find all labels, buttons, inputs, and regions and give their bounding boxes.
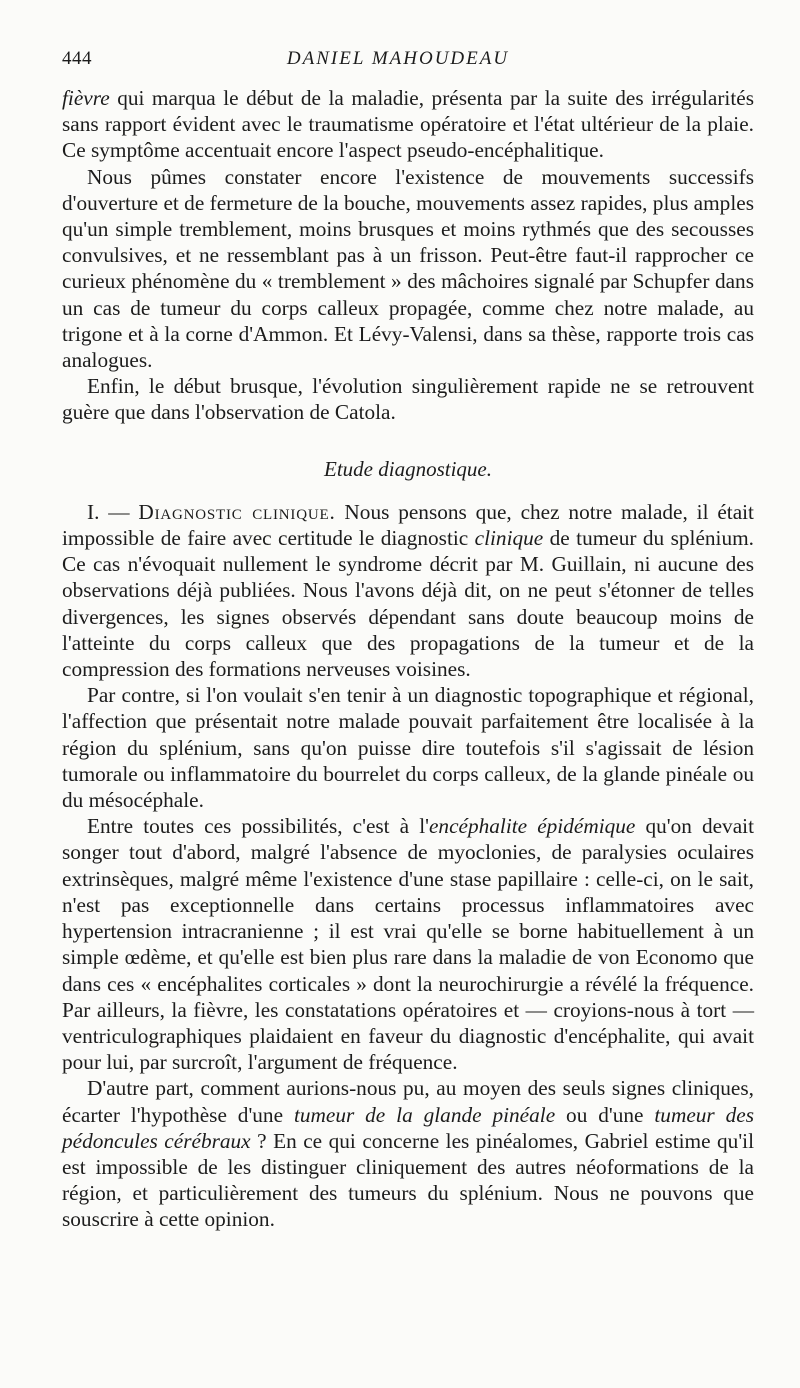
paragraph-text: D'autre part, comment aurions-nous pu, au moyen des seuls signes cliniques, écarter l'hypothèse d'une: [62, 1076, 754, 1127]
paragraph-4: [62, 499, 754, 682]
paragraph-text: ? En ce qui concerne les pinéalomes, Gabriel estime qu'il est impossible de les distinguer cliniquement des autres néoformations de la région, et particulièrement des tumeurs du splénium. Nous ne pouvons que souscrire à cette opinion.: [62, 1128, 754, 1232]
paragraph-5: Par contre, si l'on voulait s'en tenir à un diagnostic topographique et régional, l'affection que présentait notre malade pouvait parfaitement être localisée à la région du splénium, sans qu'on puisse dire toutefois s'il s'agissait de lésion tumorale ou inflammatoire du bourrelet du corps calleux, de la glande pinéale ou du mésocéphale.: [62, 683, 754, 813]
italic-term: tumeur de la glande pinéale: [293, 1102, 556, 1127]
paragraph-6: [62, 813, 754, 1075]
section-number: I. —: [87, 499, 139, 524]
paragraph-text: Nous pensons que, chez notre malade, il était impossible de faire avec certitude le diagnostic: [62, 499, 754, 551]
italic-term: encéphalite épidémique: [428, 814, 636, 839]
paragraph-text: qu'on devait songer tout d'abord, malgré l'absence de myoclonies, de paralysies oculaires extrinsèques, malgré même l'existence d'une stase papillaire : celle-ci, on le sait, n'est pas exceptionnelle dans certains processus inflammatoires avec hypertension intracranienne ; il est vrai qu'elle se borne habituellement à un simple œdème, et qu'elle est bien plus rare dans la maladie de von Economo que dans ces « encéphalites corticales » dont la neurochirurgie a révélé la fréquence. Par ailleurs, la fièvre, les constatations opératoires et — croyions-nous à tort — ventriculographiques plaidaient en faveur du diagnostic d'encéphalite, qui avait pour lui, par surcroît, l'argument de fréquence.: [62, 814, 754, 1075]
subsection-heading: Diagnostic clinique.: [138, 499, 336, 524]
paragraph-text: qui marqua le début de la maladie, présenta par la suite des irrégularités sans rapport évident avec le traumatisme opératoire et l'état ultérieur de la plaie. Ce symptôme accentuait encore l'aspect pseudo-encéphalitique.: [62, 86, 754, 163]
paragraph-2: Nous pûmes constater encore l'existence de mouvements successifs d'ouverture et de fermeture de la bouche, mouvements assez rapides, plus amples qu'un simple tremblement, moins brusques et moins rythmés que des secousses convulsives, et ne ressemblant pas à un frisson. Peut-être faut-il rapprocher ce curieux phénomène du « tremblement » des mâchoires signalé par Schupfer dans un cas de tumeur du corps calleux propagée, comme chez notre malade, au trigone et à la corne d'Ammon. Et Lévy-Valensi, dans sa thèse, rapporte trois cas analogues.: [62, 164, 754, 373]
italic-term: clinique: [474, 526, 544, 551]
paragraph-text: de tumeur du splénium. Ce cas n'évoquait nullement le syndrome décrit par M. Guillain, ni aucune des observations déjà publiées. Nous l'avons déjà dit, on ne peut s'étonner de telles divergences, les signes observés dépendant sans doute beaucoup moins de l'atteinte du corps calleux que des propagations de la tumeur et de la compression des formations nerveuses voisines.: [62, 526, 754, 682]
body-text: [62, 85, 754, 1233]
italic-term: tumeur des pédoncules cérébraux: [62, 1102, 754, 1153]
paragraph-text: Entre toutes ces possibilités, c'est à l': [87, 814, 429, 839]
section-title: Etude diagnostique.: [324, 456, 492, 481]
page-header: [62, 48, 734, 76]
page-number: 444: [62, 48, 92, 69]
paragraph-text: ou d'une: [555, 1102, 655, 1127]
paragraph-3: Enfin, le début brusque, l'évolution singulièrement rapide ne se retrouvent guère que dans l'observation de Catola.: [62, 374, 754, 425]
running-head: DANIEL MAHOUDEAU: [286, 48, 510, 69]
paragraph-1: [62, 85, 754, 164]
paragraph-7: [62, 1075, 754, 1232]
italic-term: fièvre: [62, 86, 110, 110]
